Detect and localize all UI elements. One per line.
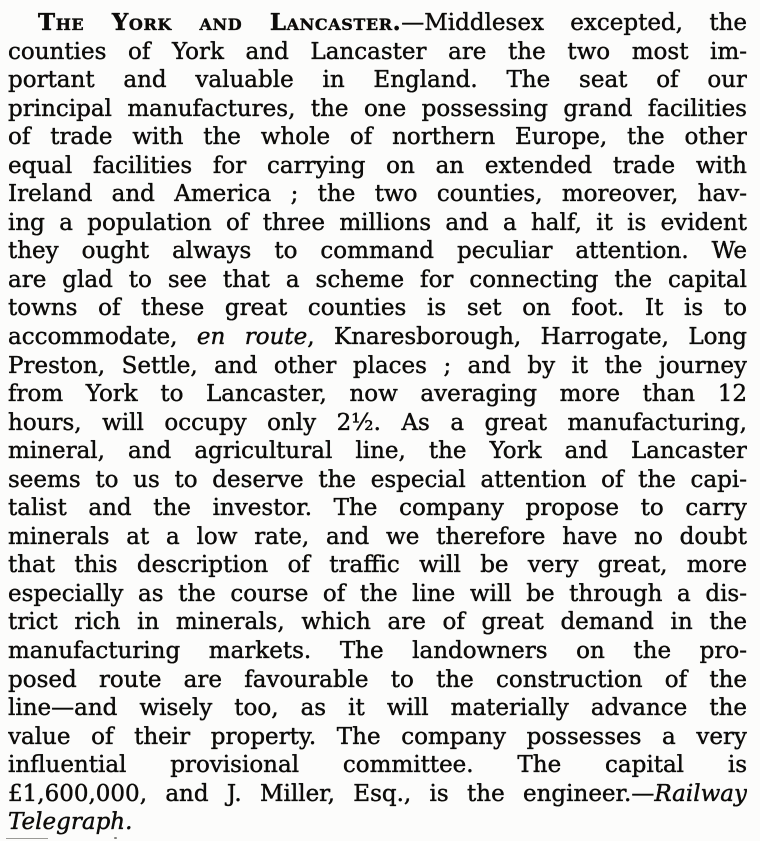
- text-line: [8, 9, 747, 38]
- body-text: mineral, and agricultural line, the York and Lancaster: [8, 438, 747, 465]
- text-line: [8, 66, 747, 95]
- text-line: [8, 380, 747, 409]
- body-text: value of their property. The company possesses a very: [8, 723, 747, 750]
- text-line: [8, 294, 747, 323]
- text-line: [8, 237, 747, 266]
- text-line: [8, 751, 747, 780]
- text-line: [8, 780, 747, 809]
- body-text: minerals at a low rate, and we therefore have no doubt: [8, 523, 747, 550]
- text-line: [8, 694, 747, 723]
- body-text: equal facilities for carrying on an extended trade with: [8, 152, 747, 179]
- italic-text: Railway: [654, 780, 747, 807]
- body-text: ing a population of three millions and a half, it is evident: [8, 209, 747, 236]
- body-text: of trade with the whole of northern Europe, the other: [8, 124, 747, 151]
- body-text: influential provisional committee. The capital is: [8, 752, 747, 779]
- body-text: seems to us to deserve the especial attention of the capi-: [8, 466, 747, 493]
- body-text: posed route are favourable to the construction of the: [8, 666, 747, 693]
- body-text: £1,600,000, and J. Miller, Esq., is the engineer.—: [8, 780, 655, 807]
- text-line: [8, 608, 747, 637]
- scan-artifact-dot: [114, 837, 117, 839]
- text-line: [8, 437, 747, 466]
- body-text: manufacturing markets. The landowners on the pro-: [8, 638, 747, 665]
- text-line: [8, 352, 747, 381]
- body-text: line—and wisely too, as it will materially advance the: [8, 695, 747, 722]
- text-line: [8, 180, 747, 209]
- body-text: accommodate,: [8, 324, 197, 351]
- text-line: [8, 95, 747, 124]
- body-text: they ought always to command peculiar attention. We: [8, 238, 747, 265]
- body-text: —Middlesex excepted, the: [401, 10, 747, 36]
- text-line: [8, 551, 747, 580]
- text-line: [8, 38, 747, 67]
- text-line: [8, 466, 747, 495]
- body-text: are glad to see that a scheme for connecting the capital: [8, 266, 747, 293]
- text-line: [8, 637, 747, 666]
- body-text: Ireland and America ; the two counties, moreover, hav-: [8, 181, 747, 208]
- text-line: [8, 523, 747, 552]
- article-text: [8, 9, 747, 837]
- body-text: Preston, Settle, and other places ; and by it the journey: [8, 352, 747, 379]
- body-text: that this description of traffic will be very great, more: [8, 552, 747, 579]
- text-line: [8, 209, 747, 238]
- text-line: [8, 580, 747, 609]
- body-text: , Knaresborough, Harrogate, Long: [307, 324, 747, 351]
- body-text: especially as the course of the line will be through a dis-: [8, 580, 747, 607]
- body-text: talist and the investor. The company propose to carry: [8, 495, 747, 522]
- italic-text: Telegraph.: [8, 809, 133, 836]
- body-text: towns of these great counties is set on foot. It is to: [8, 295, 747, 322]
- text-line: [8, 409, 747, 438]
- body-text: trict rich in minerals, which are of great demand in the: [8, 609, 747, 636]
- article-heading: The York and Lancaster.: [38, 9, 402, 36]
- text-line: [8, 266, 747, 295]
- body-text: hours, will occupy only 2½. As a great manufacturing,: [8, 409, 747, 436]
- text-line: [8, 152, 747, 181]
- text-line: [8, 323, 747, 352]
- italic-text: en route: [196, 324, 308, 351]
- scan-artifact-line: [6, 838, 48, 839]
- body-text: portant and valuable in England. The seat of our: [8, 67, 747, 94]
- text-line: [8, 808, 747, 837]
- text-line: [8, 666, 747, 695]
- text-line: [8, 123, 747, 152]
- body-text: from York to Lancaster, now averaging more than 12: [8, 381, 747, 408]
- body-text: counties of York and Lancaster are the two most im-: [8, 38, 747, 65]
- body-text: principal manufactures, the one possessing grand facilities: [8, 95, 747, 122]
- text-line: [8, 494, 747, 523]
- text-line: [8, 723, 747, 752]
